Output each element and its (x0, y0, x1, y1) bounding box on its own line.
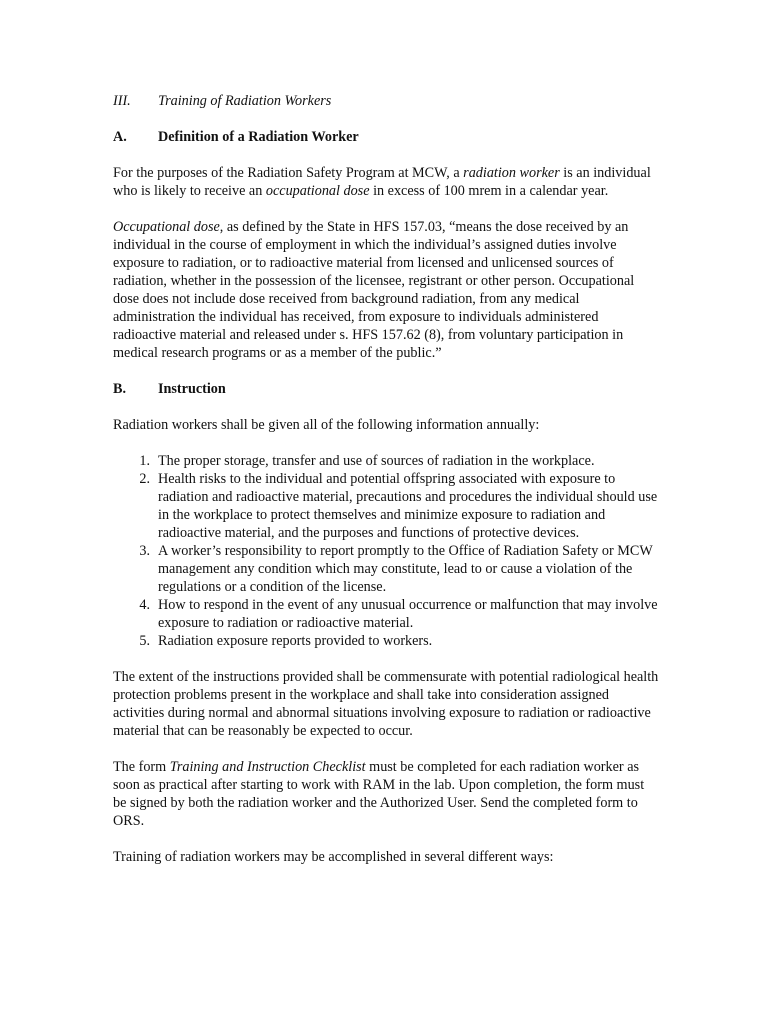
instruction-intro: Radiation workers shall be given all of the following information annually: (113, 417, 540, 433)
definition-term-radiation-worker: radiation worker (463, 165, 560, 181)
instruction-list (113, 452, 661, 650)
list-item: 3. A worker’s responsibility to report promptly to the Office of Radiation Safety or MCW management any condition which may constitute, lead to or cause a violation of the regulations or a condition of the license. (139, 543, 653, 595)
definition-text-1: For the purposes of the Radiation Safety Program at MCW, a (113, 165, 464, 181)
definition-text-2: is an individual who is likely to receive an (113, 165, 651, 199)
definition-paragraph (113, 164, 661, 200)
subsection-b-letter: B. (113, 381, 127, 397)
checklist-text-1: The form (113, 759, 170, 775)
definition-term-occupational-dose: occupational dose (265, 183, 370, 199)
section-number: III. (113, 93, 131, 109)
checklist-form-name: Training and Instruction Checklist (169, 759, 366, 775)
subsection-a-letter: A. (113, 129, 127, 145)
section-title: Training of Radiation Workers (158, 93, 332, 109)
occupational-dose-term: Occupational dose (113, 219, 220, 235)
subsection-a-heading (113, 128, 661, 146)
definition-text-3: in excess of 100 mrem in a calendar year. (369, 183, 609, 199)
checklist-text-2: must be completed for each radiation worker as soon as practical after starting to work with RAM in the lab. Upon completion, the form must be signed by both the radiation worker and the Authorized User. Send the completed form to ORS. (113, 759, 645, 829)
commensurate-paragraph: The extent of the instructions provided shall be commensurate with potential radiological health protection problems present in the workplace and shall take into consideration assigned activities during normal and abnormal situations involving exposure to radiation or radioactive material that can be reasonably be expected to occur. (113, 669, 659, 739)
training-ways-paragraph: Training of radiation workers may be accomplished in several different ways: (113, 849, 554, 865)
section-heading (113, 92, 661, 110)
list-item: 2. Health risks to the individual and potential offspring associated with exposure to radiation and radioactive material, precautions and procedures the individual should use in the workplace to protect themselves and minimize exposure to radiation and radioactive material, and the purposes and functions of protective devices. (139, 471, 658, 541)
checklist-paragraph (113, 758, 661, 830)
list-item: 4. How to respond in the event of any unusual occurrence or malfunction that may involve exposure to radiation or radioactive material. (139, 597, 658, 631)
document-page (113, 92, 661, 866)
subsection-a-title: Definition of a Radiation Worker (158, 129, 359, 145)
list-item: 1. The proper storage, transfer and use of sources of radiation in the workplace. (139, 453, 595, 469)
occupational-dose-text: , as defined by the State in HFS 157.03, “means the dose received by an individual in the course of employment in which the individual’s assigned duties involve exposure to radiation, or to radioactive material from licensed and unlicensed sources of radiation, whether in the possession of the licensee, registrant or other person. Occupational dose does not include dose received from background radiation, from any medical administration the individual has received, from exposure to individuals administered radioactive material and released under s. HFS 157.62 (8), from voluntary participation in medical research programs or as a member of the public.” (113, 219, 635, 361)
occupational-dose-paragraph (113, 218, 661, 362)
list-item: 5. Radiation exposure reports provided to workers. (139, 633, 433, 649)
subsection-b-title: Instruction (158, 381, 226, 397)
subsection-b-heading (113, 380, 661, 398)
